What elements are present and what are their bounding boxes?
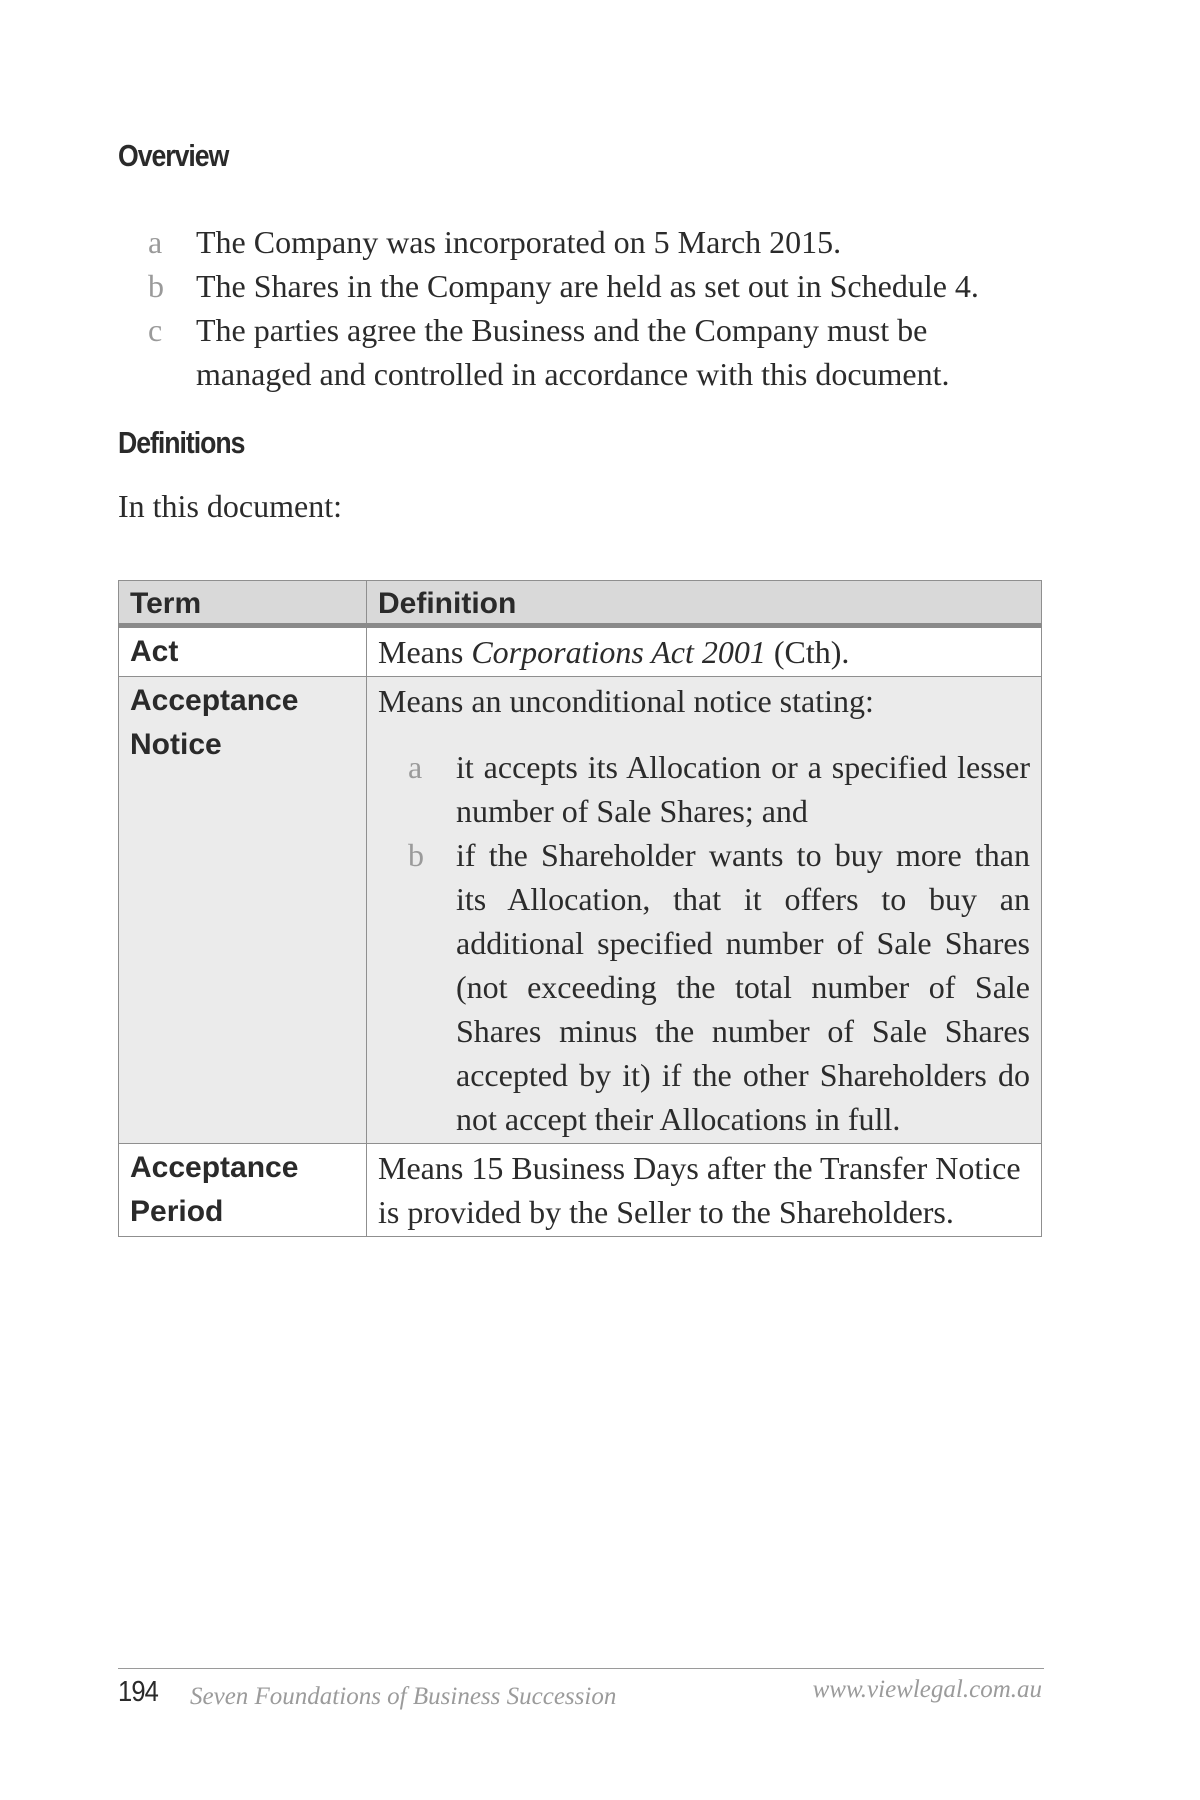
list-marker: a: [148, 224, 163, 260]
overview-heading: Overview: [118, 138, 229, 173]
definition-cell: [367, 626, 1042, 677]
definition-sub-list: [408, 745, 1030, 1141]
term-cell: Acceptance Notice: [119, 677, 367, 1144]
list-marker: a: [408, 749, 423, 785]
footer-divider: [118, 1668, 1044, 1669]
term-column-header: Term: [119, 581, 367, 626]
definition-suffix: (Cth).: [765, 634, 850, 670]
list-item-text: The Shares in the Company are held as set out in Schedule 4.: [196, 268, 979, 304]
term-cell: Act: [119, 626, 367, 677]
list-item-text: The Company was incorporated on 5 March 2015.: [196, 224, 842, 260]
term-cell: Acceptance Period: [119, 1144, 367, 1237]
book-title: Seven Foundations of Business Succession: [190, 1683, 617, 1710]
table-header-row: [119, 581, 1042, 626]
table-row: [119, 626, 1042, 677]
website-url: www.viewlegal.com.au: [812, 1676, 1042, 1703]
act-title: Corporations Act 2001: [471, 634, 766, 670]
overview-list: [148, 220, 1028, 396]
list-item-text: The parties agree the Business and the Company must be managed and controlled in accordance with this document.: [196, 312, 950, 392]
list-item: [408, 833, 1030, 1141]
document-page: [118, 0, 1040, 1800]
list-item: [148, 308, 1028, 396]
list-item-text: it accepts its Allocation or a specified lesser number of Sale Shares; and: [456, 749, 1030, 829]
definitions-table: [118, 580, 1042, 1237]
definition-cell: Means 15 Business Days after the Transfer Notice is provided by the Seller to the Shareholders.: [367, 1144, 1042, 1237]
definition-cell: [367, 677, 1042, 1144]
table-row: [119, 677, 1042, 1144]
definitions-intro: In this document:: [118, 488, 342, 524]
list-marker: b: [148, 268, 164, 304]
list-item: [408, 745, 1030, 833]
definition-prefix: Means: [378, 634, 472, 670]
definition-text: Means an unconditional notice stating:: [378, 683, 874, 719]
page-number: 194: [118, 1676, 158, 1708]
list-marker: c: [148, 312, 163, 348]
list-marker: b: [408, 837, 424, 873]
definition-column-header: Definition: [367, 581, 1042, 626]
definitions-heading: Definitions: [118, 425, 245, 460]
list-item-text: if the Shareholder wants to buy more than its Allocation, that it offers to buy an additional specified number of Sale Shares (not exceeding the total number of Sale Shares minus the number of Sale Shares accepted by it) if the other Shareholders do not accept their Allocations in full.: [456, 837, 1030, 1137]
table-row: [119, 1144, 1042, 1237]
list-item: [148, 264, 1028, 308]
list-item: [148, 220, 1028, 264]
